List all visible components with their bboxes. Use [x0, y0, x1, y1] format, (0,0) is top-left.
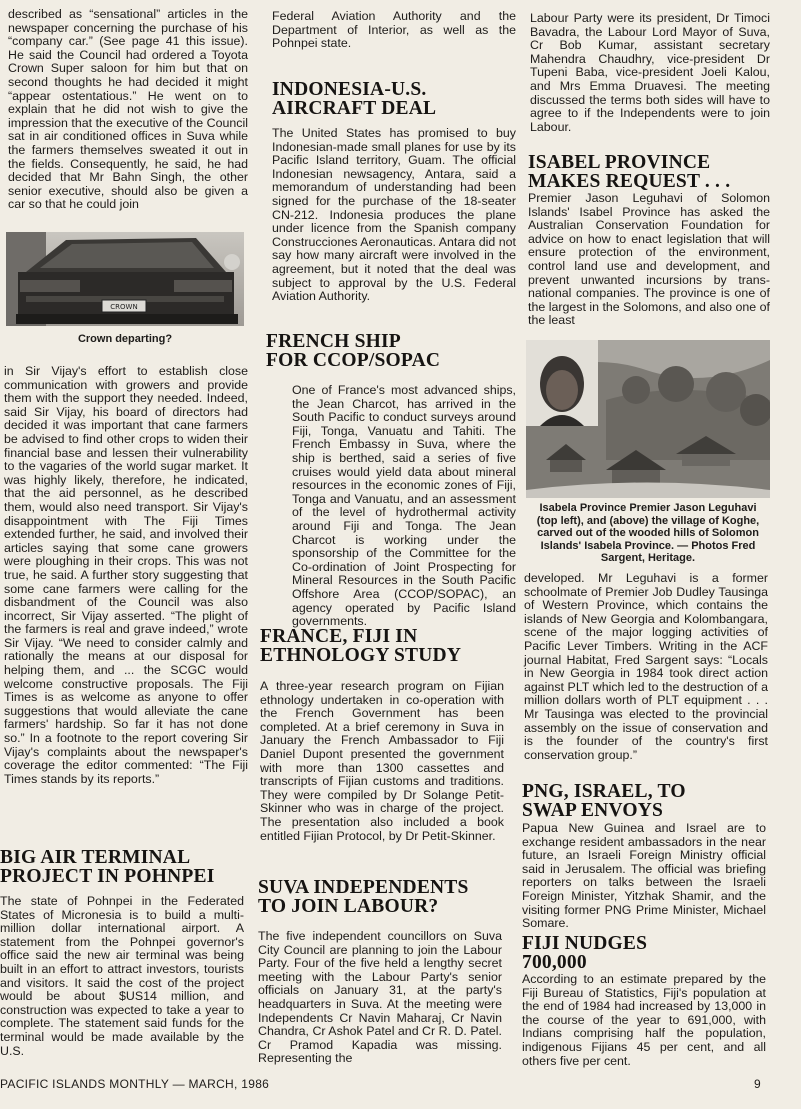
- ethnology-headline-line1: FRANCE, FIJI IN: [260, 626, 418, 647]
- png-israel-article-text: Papua New Guinea and Israel are to exchange resident ambassadors in the near future, an Israeli Foreign Ministry official said in Jerusalem. The official was briefing reporters on talks between the Israeli Foreign Minister, Yitzhak Shamir, and the visiting former PNG Prime Minister, Michael Somare.: [522, 821, 766, 931]
- air-terminal-headline-line2: PROJECT IN POHNPEI: [0, 866, 215, 887]
- png-israel-headline-line2: SWAP ENVOYS: [522, 800, 664, 821]
- air-terminal-headline-line1: BIG AIR TERMINAL: [0, 847, 191, 868]
- sir-vijay-article-text: in Sir Vijay's effort to establish close communication with growers and provide them with the support they needed. Indeed, said Sir Vijay, his board of directors had decided it was important that cane farmers be advised to find other crops to widen their financial base and lessen their vulnerability to the vagaries of the world sugar market. It was highly likely, therefore, he indicated, that the aid personnel, as he described them, would also need transport. Sir Vijay's disappointment with The Fiji Times extended further, he said, and involved their articles saying that some cane growers were ploughing in their crops. This was not true, he said. A further story suggesting that some cane farmers were calling for the disbandment of the Council was also incorrect, Sir Vijay asserted. “The plight of the farmers is real and grave indeed,” wrote Sir Vijay. “We need to consider calmly and rationally the means at our disposal for helping them, and ... the SCGC would welcome constructive proposals. The Fiji Times is as welcome as anyone to offer suggestions that would alleviate the cane farmers' hardship. So far it has not done so.” In a footnote to the report covering Sir Vijay's complaints about the newspaper's coverage the editor commented: “The Fiji Times stands by its reports.”: [4, 364, 248, 786]
- isabel-photo: [526, 340, 770, 498]
- isabel-headline-line1: ISABEL PROVINCE: [528, 152, 711, 173]
- car-photo-caption: Crown departing?: [77, 333, 173, 345]
- isabel-article-text: Premier Jason Leguhavi of Solomon Islands' Isabel Province has asked the Australian Conservation Foundation for advice on how to enact legislation that will ensure protection of the environment, control land use and development, and prevent unwanted incursions by trans-national companies. The province is one of the largest in the Solomons, and also one of the least: [528, 191, 770, 328]
- ethnology-article-text: A three-year research program on Fijian ethnology undertaken in co-operation with the French Government has been completed. At a brief ceremony in Suva in January the French Ambassador to Fiji Daniel Dupont presented the government with more than 1300 cassettes and transcripts of Fijian customs and traditions. They were compiled by Dr Solange Petit-Skinner who was in charge of the project. The presentation also included a book entitled Fijian Protocol, by Dr Petit-Skinner.: [260, 679, 504, 843]
- car-article-text: described as “sensational” articles in the newspaper concerning the purchase of his “company car.” (See page 41 this issue). He said the Council had ordered a Toyota Crown Super saloon for him but that on second thoughts he had decided it might “appear ostentatious.” He went on to explain that he did not wish to give the impression that the executive of the Council sat in air conditioned offices in Suva while the farmers themselves sweated it out in the fields. Consequently, he said, he had decided that Mr Bahn Singh, the other senior executive, should also be given a car so that he could join: [8, 7, 248, 212]
- publication-footer: PACIFIC ISLANDS MONTHLY — MARCH, 1986: [0, 1077, 270, 1091]
- fiji-nudges-headline-line2: 700,000: [522, 952, 587, 973]
- ethnology-headline-line2: ETHNOLOGY STUDY: [260, 645, 462, 666]
- air-terminal-continued-text: Federal Aviation Authority and the Department of Interior, as well as the Pohnpei state.: [272, 9, 516, 51]
- suva-continued-text: Labour Party were its president, Dr Timoci Bavadra, the Labour Lord Mayor of Suva, Cr Bob Kumar, assistant secretary Mahendra Chaudhry, vice-president Dr Tupeni Baba, vice-president Joeli Kalou, and Mrs Emma Druavesi. The meeting discussed the terms both sides will have to agree to if the Independents were to join Labour.: [530, 11, 770, 134]
- suva-article-text: The five independent councillors on Suva City Council are planning to join the Labour Party. Four of the five held a lengthy secret meeting with the Labour Party's senior officials on January 31, at the party's headquarters in Suva. At the meeting were Independents Cr Navin Maharaj, Cr Navin Chandra, Cr Ashok Patel and Cr R. D. Patel. Cr Pramod Kapadia was missing. Representing the: [258, 929, 502, 1066]
- car-rear-image: [6, 232, 244, 326]
- french-ship-article-text: One of France's most advanced ships, the Jean Charcot, has arrived in the South Pacific to conduct surveys around Fiji, Tonga, Vanuatu and Tahiti. The French Embassy in Suva, where the ship is berthed, said a series of five cruises would yield data about mineral resources in the economic zones of Fiji, Tonga and Vanuatu, and an assessment of the level of hydrothermal activity around Fiji and Tonga. The Jean Charcot is working under the sponsorship of the Committee for the Co-ordination of Joint Prospecting for Mineral Resources in the South Pacific Offshore Area (CCOP/SOPAC), an agency operated by Pacific Island governments.: [292, 383, 516, 629]
- isabel-article-text-continued: developed. Mr Leguhavi is a former schoolmate of Premier Job Dudley Tausinga of Western Province, which contains the islands of New Georgia and Kolombangara, scene of the major logging activities of Pacific Lever Timbers. Writing in the ACF journal Habitat, Fred Sargent says: “Locals in New Georgia in 1984 took direct action against PLT which led to the destruction of a million dollars worth of PLT equipment . . . Mr Tausinga was elected to the provincial assembly on the issue of conservation and is the founder of the country's first conservation group.”: [524, 571, 768, 762]
- french-ship-headline-line2: FOR CCOP/SOPAC: [266, 350, 441, 371]
- fiji-nudges-article-text: According to an estimate prepared by the Fiji Bureau of Statistics, Fiji's population at the end of 1984 had increased by 13,000 in the course of the year to 691,000, with Indians comprising half the population, indigenous Fijians 45 per cent, and all others five per cent.: [522, 972, 766, 1068]
- isabel-headline-line2: MAKES REQUEST . . .: [528, 171, 731, 192]
- indonesia-headline-line1: INDONESIA-U.S.: [272, 79, 427, 100]
- page-number: 9: [754, 1077, 761, 1091]
- koghe-village-image: [526, 340, 770, 498]
- png-israel-headline-line1: PNG, ISRAEL, TO: [522, 781, 686, 802]
- suva-headline-line2: TO JOIN LABOUR?: [258, 896, 439, 917]
- indonesia-headline-line2: AIRCRAFT DEAL: [272, 98, 437, 119]
- fiji-nudges-headline-line1: FIJI NUDGES: [522, 933, 648, 954]
- french-ship-headline-line1: FRENCH SHIP: [266, 331, 401, 352]
- suva-headline-line1: SUVA INDEPENDENTS: [258, 877, 469, 898]
- indonesia-article-text: The United States has promised to buy Indonesian-made small planes for use by its Pacific Island territory, Guam. The official Indonesian newsagency, Antara, said a memorandum of understanding had been signed for the purchase of the 18-seater CN-212. Indonesia produces the plane under licence from the Spanish company Construcciones Aeronauticas. Antara did not say how many aircraft were involved in the agreement, but it noted that the deal was subject to approval by the U.S. Federal Aviation Authority.: [272, 126, 516, 304]
- license-plate-text: CROWN: [110, 303, 138, 311]
- car-photo: [6, 232, 244, 326]
- air-terminal-article-text: The state of Pohnpei in the Federated States of Micronesia is to build a multi-million dollar international airport. A statement from the Pohnpei governor's office said the new air terminal was being built in an effort to attract investors, tourists and visitors. It said the cost of the project would be about $US14 million, and construction was expected to take a year to complete. The statement said funds for the terminal would be made available by the U.S.: [0, 894, 244, 1058]
- isabel-photo-caption: Isabela Province Premier Jason Leguhavi (top left), and (above) the village of Koghe, carved out of the wooded hills of Solomon Islands' Isabela Province. — Photos Fred Sargent, Heritage.: [536, 502, 760, 565]
